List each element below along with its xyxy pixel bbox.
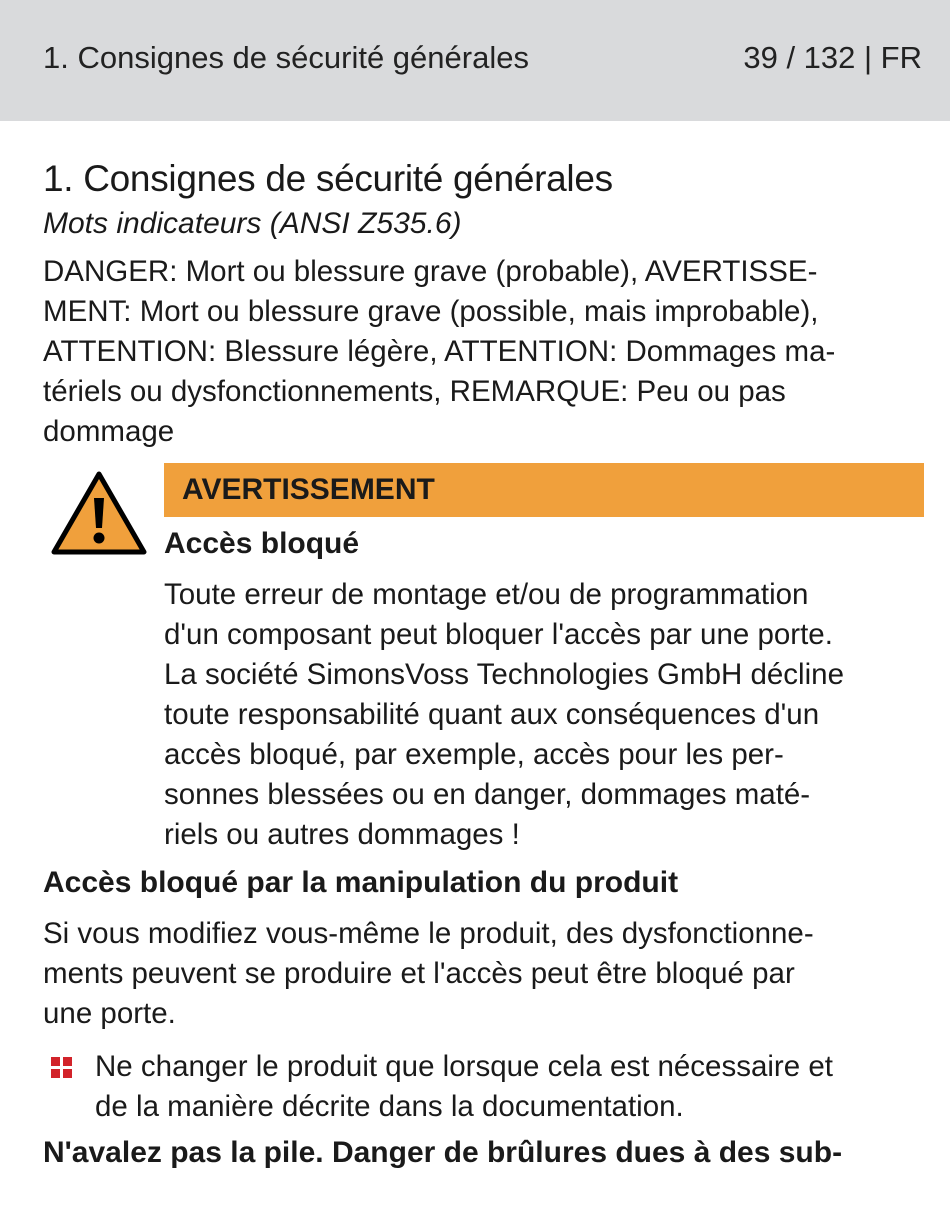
warning-line: riels ou autres dommages ! <box>164 818 520 851</box>
bullet-item <box>95 1047 925 1127</box>
section-paragraph <box>43 914 923 1034</box>
paragraph-line: une porte. <box>43 997 176 1030</box>
warning-line: toute responsabilité quant aux conséquences d'un <box>164 698 820 731</box>
warning-line: d'un composant peut bloquer l'accès par une porte. <box>164 618 833 651</box>
header-section-title: 1. Consignes de sécurité générales <box>43 40 529 75</box>
bullet-line: de la manière décrite dans la documentation. <box>95 1090 684 1123</box>
warning-triangle-icon <box>51 470 147 556</box>
paragraph-line: MENT: Mort ou blessure grave (possible, mais improbable), <box>43 295 819 328</box>
page-header <box>0 0 950 121</box>
section-heading: N'avalez pas la pile. Danger de brûlures dues à des sub- <box>43 1136 843 1169</box>
page-indicator: 39 / 132 | FR <box>743 40 922 75</box>
signal-words-subtitle: Mots indicateurs (ANSI Z535.6) <box>43 207 462 240</box>
warning-title: Accès bloqué <box>164 527 360 560</box>
paragraph-line: DANGER: Mort ou blessure grave (probable), AVERTISSE- <box>43 255 818 288</box>
paragraph-line: tériels ou dysfonctionnements, REMARQUE: Peu ou pas <box>43 375 786 408</box>
warning-text <box>164 575 934 855</box>
warning-line: La société SimonsVoss Technologies GmbH décline <box>164 658 844 691</box>
warning-banner: AVERTISSEMENT <box>164 463 924 517</box>
page-title: 1. Consignes de sécurité générales <box>43 158 613 199</box>
red-bullet-icon <box>51 1057 73 1079</box>
paragraph-line: Si vous modifiez vous-même le produit, des dysfonctionne- <box>43 917 814 950</box>
section-heading: Accès bloqué par la manipulation du produit <box>43 866 679 899</box>
signal-words-paragraph <box>43 252 923 452</box>
warning-line: accès bloqué, par exemple, accès pour les per- <box>164 738 784 771</box>
warning-line: Toute erreur de montage et/ou de programmation <box>164 578 809 611</box>
paragraph-line: dommage <box>43 415 175 448</box>
bullet-line: Ne changer le produit que lorsque cela est nécessaire et <box>95 1050 833 1083</box>
warning-line: sonnes blessées ou en danger, dommages maté- <box>164 778 811 811</box>
paragraph-line: ments peuvent se produire et l'accès peut être bloqué par <box>43 957 795 990</box>
paragraph-line: ATTENTION: Blessure légère, ATTENTION: Dommages ma- <box>43 335 836 368</box>
